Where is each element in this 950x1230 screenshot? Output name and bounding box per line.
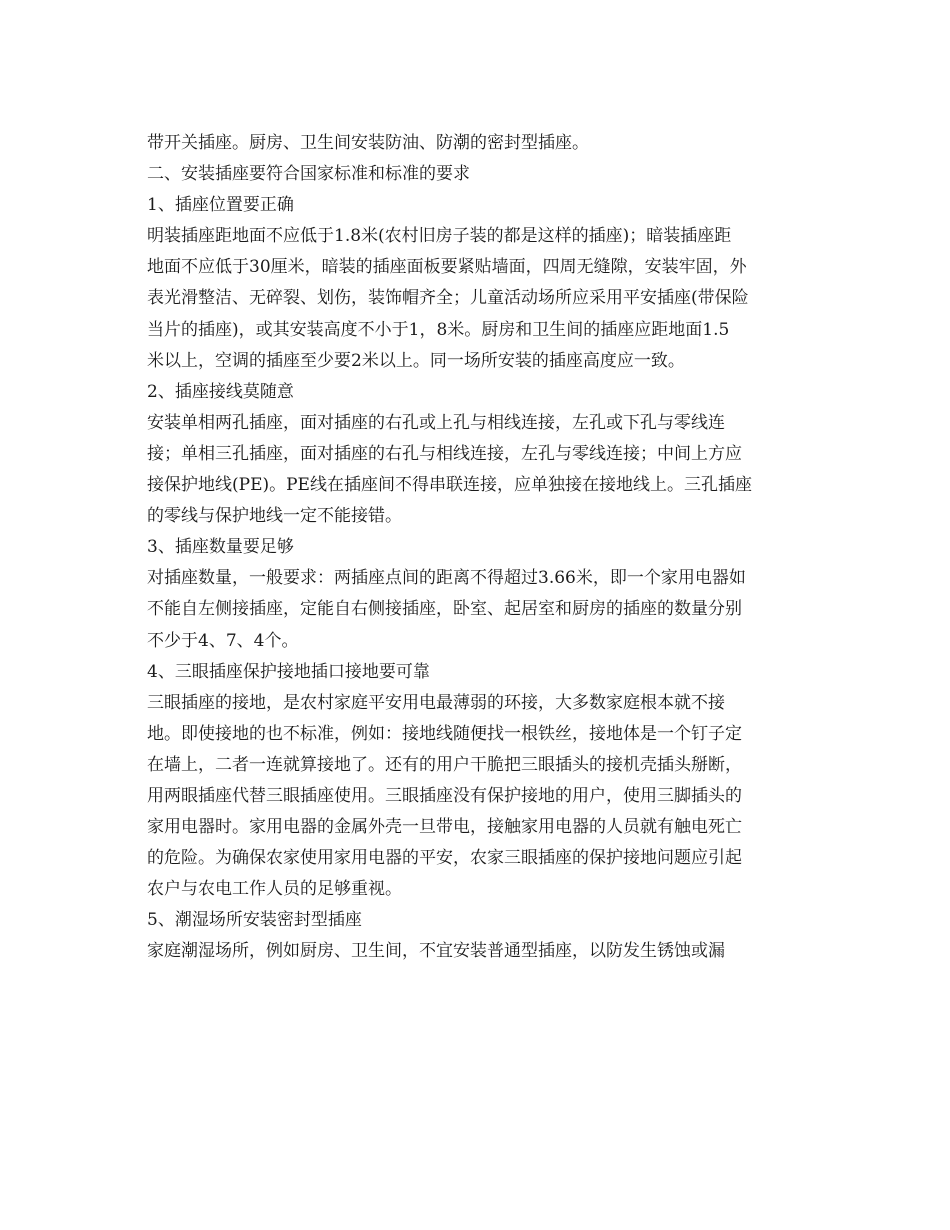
text-line: 接；单相三孔插座，面对插座的右孔与相线连接，左孔与零线连接；中间上方应 xyxy=(147,443,742,464)
text-line: 安装单相两孔插座，面对插座的右孔或上孔与相线连接，左孔或下孔与零线连 xyxy=(147,412,725,433)
text-line: 当片的插座)，或其安装高度不小于1，8米。厨房和卫生间的插座应距地面1.5 xyxy=(147,319,730,340)
text-line: 家庭潮湿场所，例如厨房、卫生间，不宜安装普通型插座，以防发生锈蚀或漏 xyxy=(147,941,725,962)
text-line: 不能自左侧接插座，定能自右侧接插座，卧室、起居室和厨房的插座的数量分别 xyxy=(147,599,742,620)
text-line: 米以上，空调的插座至少要2米以上。同一场所安装的插座高度应一致。 xyxy=(147,350,685,371)
text-line: 的零线与保护地线一定不能接错。 xyxy=(147,506,402,527)
subsection-heading: 2、插座接线莫随意 xyxy=(147,381,294,402)
text-line: 带开关插座。厨房、卫生间安装防油、防潮的密封型插座。 xyxy=(147,133,589,153)
subsection-heading: 1、插座位置要正确 xyxy=(147,195,294,216)
text-line: 的危险。为确保农家使用家用电器的平安，农家三眼插座的保护接地问题应引起 xyxy=(147,848,742,869)
subsection-heading: 3、插座数量要足够 xyxy=(147,537,294,558)
text-line: 农户与农电工作人员的足够重视。 xyxy=(147,879,402,900)
text-line: 表光滑整洁、无碎裂、划伤，装饰帽齐全；儿童活动场所应采用平安插座(带保险 xyxy=(147,288,749,309)
text-line: 对插座数量，一般要求：两插座点间的距离不得超过3.66米，即一个家用电器如 xyxy=(147,568,746,589)
section-heading: 二、安装插座要符合国家标准和标准的要求 xyxy=(147,164,470,185)
subsection-heading: 5、潮湿场所安装密封型插座 xyxy=(147,910,362,931)
text-line: 用两眼插座代替三眼插座使用。三眼插座没有保护接地的用户，使用三脚插头的 xyxy=(147,785,742,806)
subsection-heading: 4、三眼插座保护接地插口接地要可靠 xyxy=(147,661,430,682)
text-line: 地。即使接地的也不标准，例如：接地线随便找一根铁丝，接地体是一个钉子定 xyxy=(147,723,742,744)
text-line: 不少于4、7、4个。 xyxy=(147,630,299,651)
text-line: 地面不应低于30厘米，暗装的插座面板要紧贴墙面，四周无缝隙，安装牢固，外 xyxy=(147,257,747,278)
document-body xyxy=(147,128,807,968)
text-line: 家用电器时。家用电器的金属外壳一旦带电，接触家用电器的人员就有触电死亡 xyxy=(147,817,742,838)
text-line: 接保护地线(PE)。PE线在插座间不得串联连接，应单独接在接地线上。三孔插座 xyxy=(147,475,752,496)
text-line: 明装插座距地面不应低于1.8米(农村旧房子装的都是这样的插座)；暗装插座距 xyxy=(147,226,732,247)
text-line: 三眼插座的接地，是农村家庭平安用电最薄弱的环接，大多数家庭根本就不接 xyxy=(147,692,725,713)
text-line: 在墙上，二者一连就算接地了。还有的用户干脆把三眼插头的接机壳插头掰断， xyxy=(147,754,742,775)
